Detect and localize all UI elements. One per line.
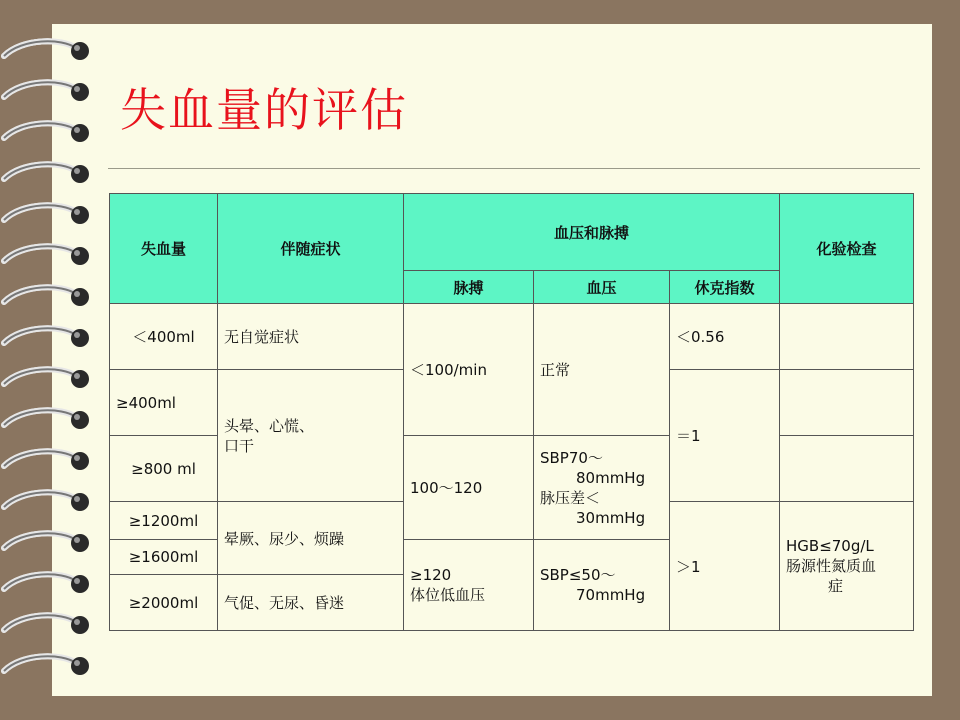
pulse-3-line-2: 体位低血压 <box>410 586 486 604</box>
cell-lab <box>780 502 914 631</box>
cell-shock-index-2: ＝1 <box>670 370 780 502</box>
page-title: 失血量的评估 <box>120 83 408 137</box>
cell-shock-index-1: ＜0.56 <box>670 304 780 370</box>
lab-line-1: HGB≤70g/L <box>786 537 874 555</box>
lab-line-2: 肠源性氮质血 <box>786 557 877 575</box>
bp-2-line-3: 脉压差＜ <box>540 488 601 507</box>
bp-2-line-4: 30mmHg <box>576 508 646 527</box>
title-divider <box>108 168 920 169</box>
bp-2-line-2: 80mmHg <box>576 468 646 487</box>
cell-pulse-2: 100～120 <box>404 436 534 540</box>
header-bp: 血压 <box>534 271 670 304</box>
bp-2-line-1: SBP70～ <box>540 448 603 467</box>
cell-lab-empty-2 <box>780 370 914 436</box>
symptom-2-line-2: 口干 <box>224 436 255 455</box>
cell-bp-1: 正常 <box>534 304 670 436</box>
cell-symptom-2 <box>218 370 404 502</box>
bp-3-line-1: SBP≤50～ <box>540 566 616 584</box>
cell-symptom-4: 气促、无尿、昏迷 <box>218 575 404 631</box>
cell-loss-6: ≥2000ml <box>110 575 218 631</box>
blood-loss-table <box>109 193 914 631</box>
header-symptoms: 伴随症状 <box>218 194 404 304</box>
bp-3-line-2: 70mmHg <box>576 586 646 604</box>
cell-symptom-3: 晕厥、尿少、烦躁 <box>218 502 404 575</box>
lab-line-3: 症 <box>828 577 844 595</box>
cell-pulse-1: ＜100/min <box>404 304 534 436</box>
cell-bp-2 <box>534 436 670 540</box>
cell-loss-4: ≥1200ml <box>110 502 218 540</box>
cell-symptom-1: 无自觉症状 <box>218 304 404 370</box>
pulse-3-line-1: ≥120 <box>410 566 452 584</box>
cell-lab-empty-3 <box>780 436 914 502</box>
cell-shock-index-3: ＞1 <box>670 502 780 631</box>
header-lab: 化验检查 <box>780 194 914 304</box>
spiral-rings <box>0 0 110 720</box>
cell-loss-2: ≥400ml <box>110 370 218 436</box>
cell-lab-empty-1 <box>780 304 914 370</box>
header-bp-pulse: 血压和脉搏 <box>404 194 780 271</box>
header-blood-loss: 失血量 <box>110 194 218 304</box>
header-shock-index: 休克指数 <box>670 271 780 304</box>
cell-pulse-3 <box>404 540 534 631</box>
cell-bp-3 <box>534 540 670 631</box>
symptom-2-line-1: 头晕、心慌、 <box>224 416 315 435</box>
cell-loss-3: ≥800 ml <box>110 436 218 502</box>
cell-loss-1: ＜400ml <box>110 304 218 370</box>
header-pulse: 脉搏 <box>404 271 534 304</box>
cell-loss-5: ≥1600ml <box>110 540 218 575</box>
